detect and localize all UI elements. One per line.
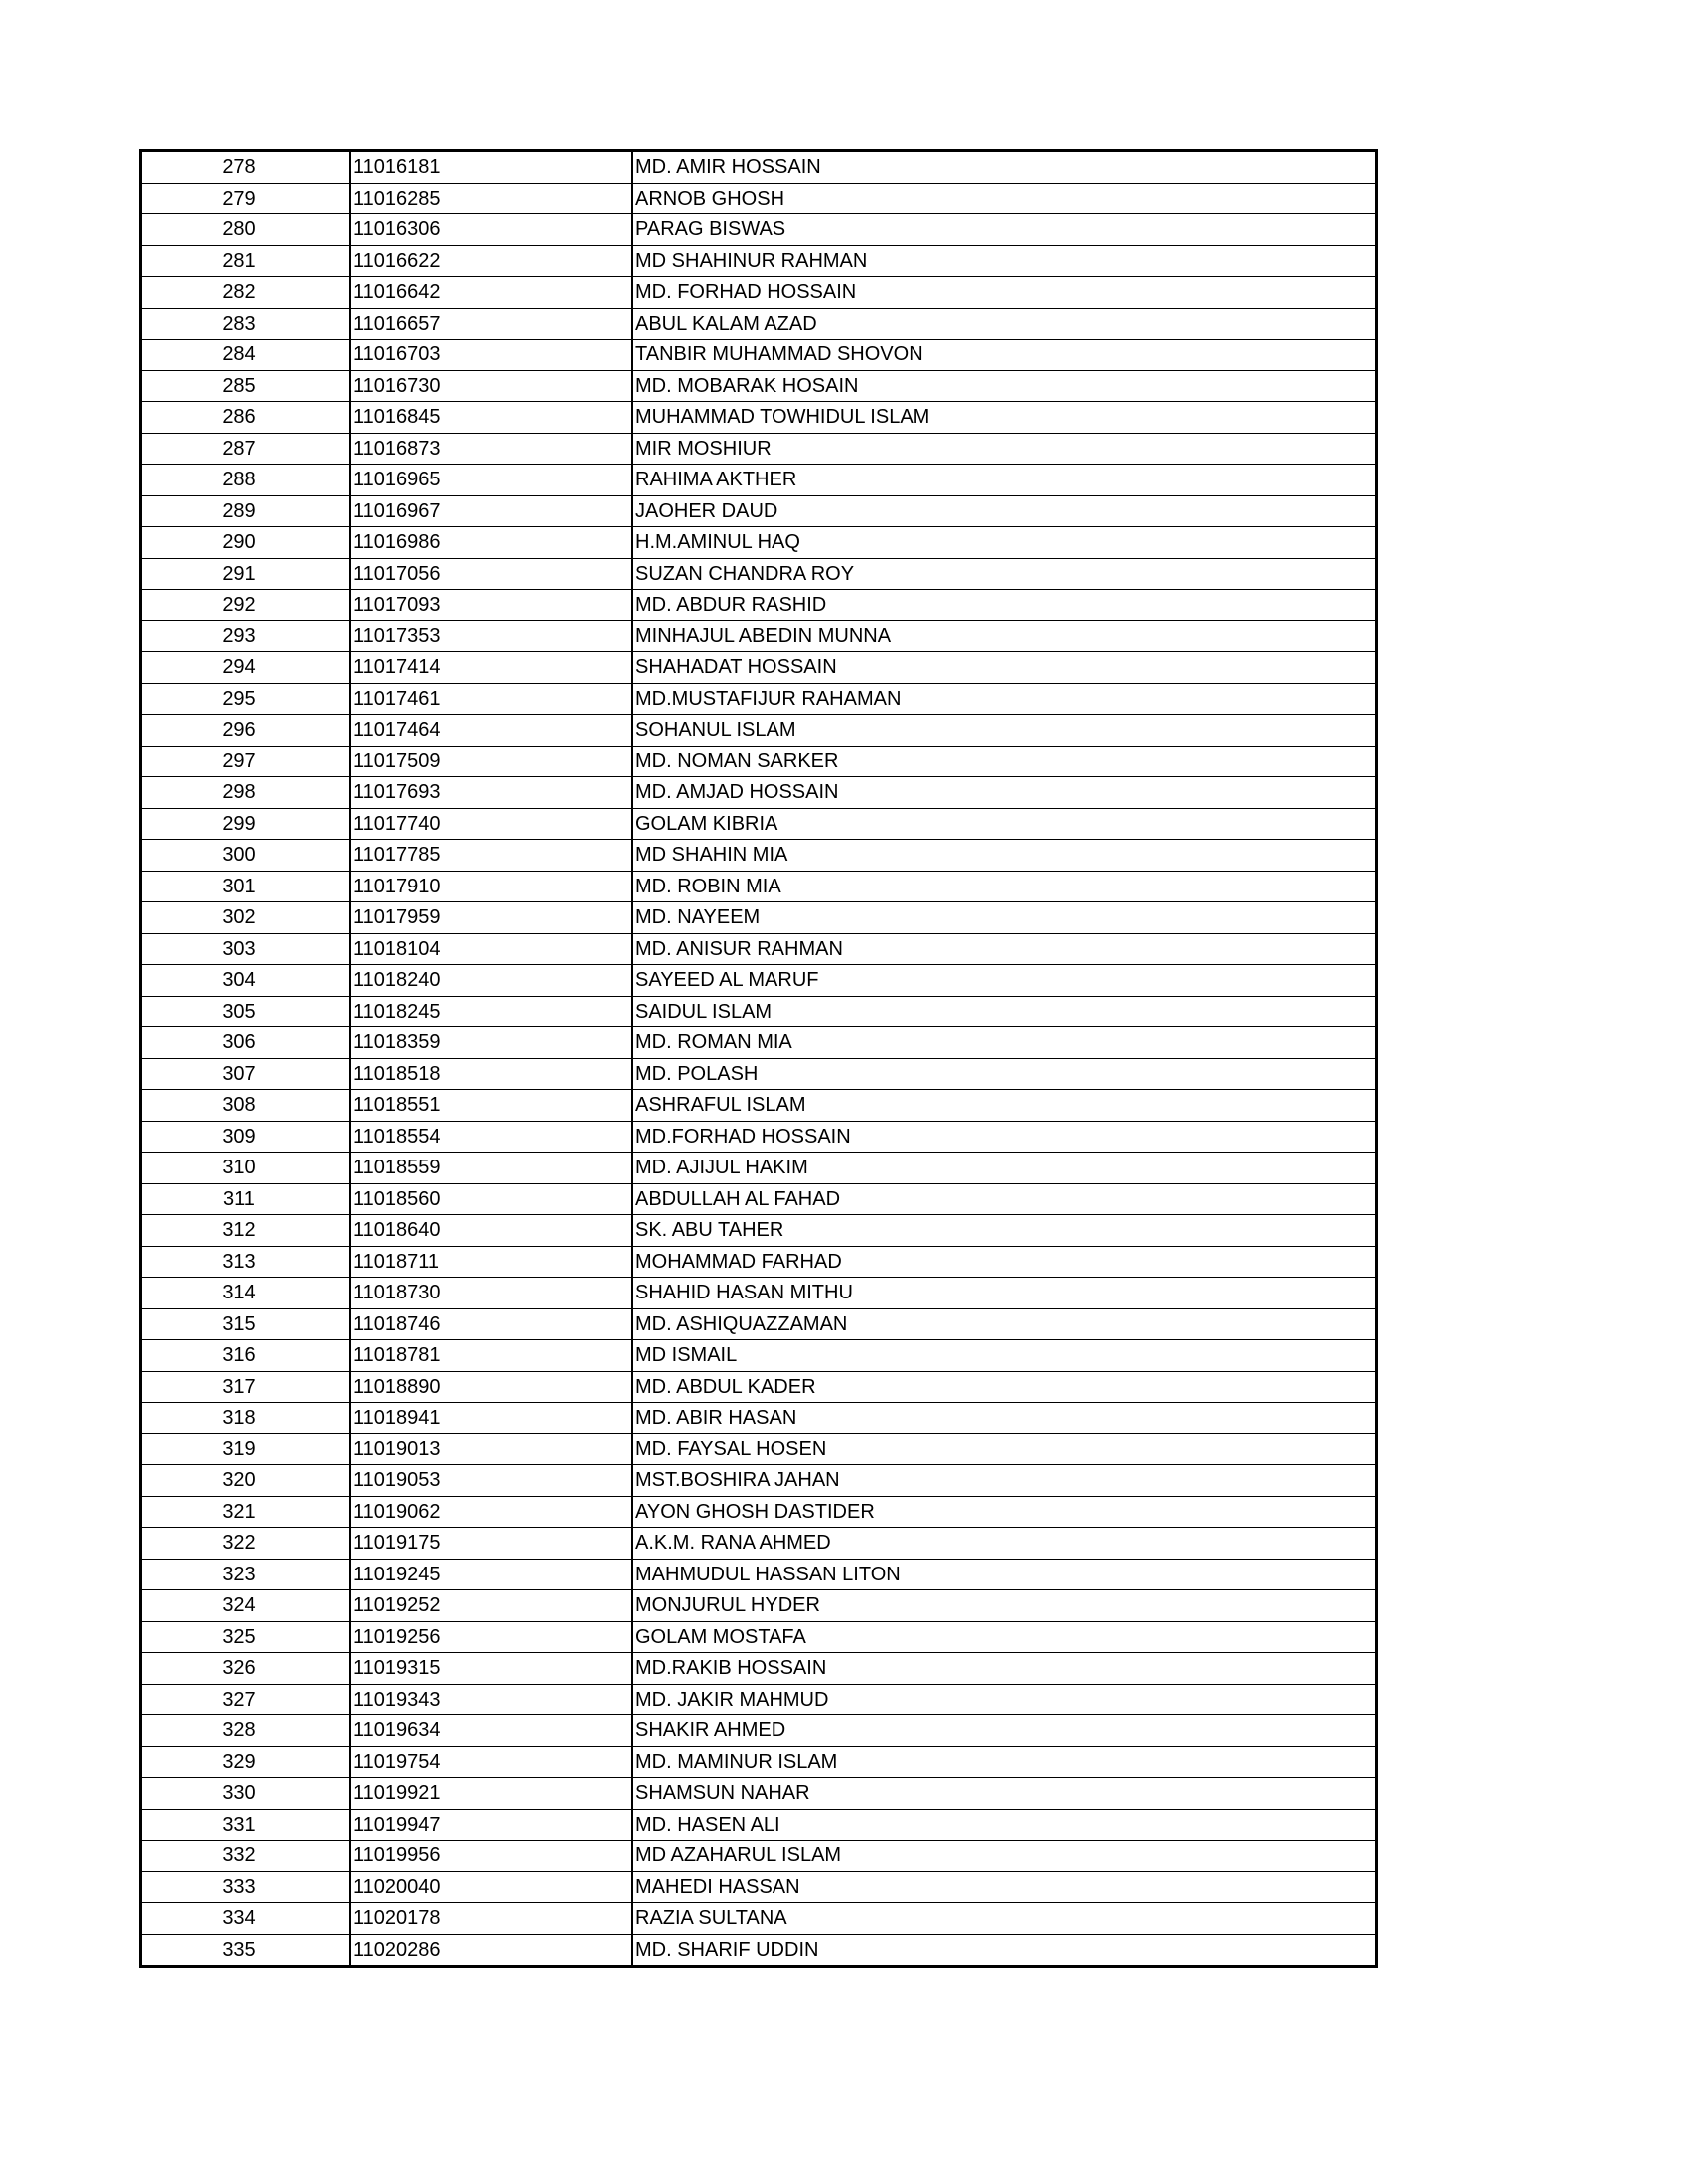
table-row [141, 777, 1377, 809]
table-row [141, 1465, 1377, 1497]
roll-number-cell: 11018941 [350, 1403, 632, 1434]
serial-number-cell: 331 [141, 1809, 351, 1841]
roll-number-cell: 11016306 [350, 214, 632, 246]
roll-number-cell: 11016181 [350, 151, 632, 184]
table-row [141, 1183, 1377, 1215]
roll-number-cell: 11019013 [350, 1433, 632, 1465]
table-row [141, 1621, 1377, 1653]
table-row [141, 308, 1377, 340]
roll-number-cell: 11017464 [350, 715, 632, 747]
serial-number-cell: 334 [141, 1903, 351, 1935]
serial-number-cell: 301 [141, 871, 351, 902]
table-row [141, 933, 1377, 965]
table-row [141, 746, 1377, 777]
name-cell: SUZAN CHANDRA ROY [632, 558, 1377, 590]
roll-number-cell: 11019175 [350, 1528, 632, 1560]
name-cell: SOHANUL ISLAM [632, 715, 1377, 747]
table-row [141, 1308, 1377, 1340]
serial-number-cell: 323 [141, 1559, 351, 1590]
table-row [141, 1841, 1377, 1872]
serial-number-cell: 292 [141, 590, 351, 621]
serial-number-cell: 332 [141, 1841, 351, 1872]
serial-number-cell: 333 [141, 1871, 351, 1903]
table-row [141, 1684, 1377, 1715]
roll-number-cell: 11018359 [350, 1027, 632, 1059]
table-row [141, 1934, 1377, 1967]
table-row [141, 1809, 1377, 1841]
roll-number-cell: 11018104 [350, 933, 632, 965]
table-row [141, 1903, 1377, 1935]
serial-number-cell: 312 [141, 1215, 351, 1247]
name-cell: RAZIA SULTANA [632, 1903, 1377, 1935]
serial-number-cell: 314 [141, 1278, 351, 1309]
table-row [141, 495, 1377, 527]
serial-number-cell: 315 [141, 1308, 351, 1340]
name-cell: ASHRAFUL ISLAM [632, 1090, 1377, 1122]
table-row [141, 590, 1377, 621]
name-cell: MD. AJIJUL HAKIM [632, 1153, 1377, 1184]
roll-number-cell: 11019245 [350, 1559, 632, 1590]
name-cell: JAOHER DAUD [632, 495, 1377, 527]
roll-number-cell: 11019315 [350, 1653, 632, 1685]
table-row [141, 1653, 1377, 1685]
roll-number-cell: 11019252 [350, 1590, 632, 1622]
roll-number-cell: 11016657 [350, 308, 632, 340]
roll-number-cell: 11018640 [350, 1215, 632, 1247]
roll-number-cell: 11017740 [350, 808, 632, 840]
table-row [141, 1121, 1377, 1153]
roll-number-cell: 11016730 [350, 370, 632, 402]
name-cell: MD SHAHIN MIA [632, 840, 1377, 872]
table-row [141, 1528, 1377, 1560]
roll-number-cell: 11016873 [350, 433, 632, 465]
table-row [141, 151, 1377, 184]
name-cell: MD. MAMINUR ISLAM [632, 1746, 1377, 1778]
roll-number-cell: 11016965 [350, 465, 632, 496]
serial-number-cell: 305 [141, 996, 351, 1027]
name-cell: SK. ABU TAHER [632, 1215, 1377, 1247]
name-cell: MD. ABDUL KADER [632, 1371, 1377, 1403]
table-row [141, 245, 1377, 277]
table-row [141, 1090, 1377, 1122]
table-row [141, 902, 1377, 934]
serial-number-cell: 330 [141, 1778, 351, 1810]
table-row [141, 808, 1377, 840]
name-cell: MD. NAYEEM [632, 902, 1377, 934]
roll-number-cell: 11020040 [350, 1871, 632, 1903]
table-row [141, 558, 1377, 590]
roll-number-cell: 11017461 [350, 683, 632, 715]
name-cell: PARAG BISWAS [632, 214, 1377, 246]
roll-number-cell: 11017093 [350, 590, 632, 621]
name-cell: MUHAMMAD TOWHIDUL ISLAM [632, 402, 1377, 434]
table-row [141, 1278, 1377, 1309]
roll-number-cell: 11017353 [350, 620, 632, 652]
roll-number-cell: 11019921 [350, 1778, 632, 1810]
serial-number-cell: 318 [141, 1403, 351, 1434]
serial-number-cell: 325 [141, 1621, 351, 1653]
table-row [141, 715, 1377, 747]
serial-number-cell: 321 [141, 1496, 351, 1528]
name-cell: ABUL KALAM AZAD [632, 308, 1377, 340]
serial-number-cell: 324 [141, 1590, 351, 1622]
roll-number-cell: 11018240 [350, 965, 632, 997]
name-cell: SHAHID HASAN MITHU [632, 1278, 1377, 1309]
roster-table-body [141, 151, 1377, 1967]
serial-number-cell: 290 [141, 527, 351, 559]
serial-number-cell: 311 [141, 1183, 351, 1215]
table-row [141, 370, 1377, 402]
serial-number-cell: 284 [141, 340, 351, 371]
name-cell: MD. ABIR HASAN [632, 1403, 1377, 1434]
name-cell: MD. ABDUR RASHID [632, 590, 1377, 621]
table-row [141, 1340, 1377, 1372]
serial-number-cell: 279 [141, 183, 351, 214]
table-row [141, 1215, 1377, 1247]
serial-number-cell: 294 [141, 652, 351, 684]
roll-number-cell: 11016703 [350, 340, 632, 371]
roll-number-cell: 11018711 [350, 1246, 632, 1278]
roll-number-cell: 11018518 [350, 1058, 632, 1090]
name-cell: SHAMSUN NAHAR [632, 1778, 1377, 1810]
roster-table [139, 149, 1378, 1968]
name-cell: MD.MUSTAFIJUR RAHAMAN [632, 683, 1377, 715]
table-row [141, 465, 1377, 496]
serial-number-cell: 278 [141, 151, 351, 184]
name-cell: A.K.M. RANA AHMED [632, 1528, 1377, 1560]
roll-number-cell: 11018559 [350, 1153, 632, 1184]
roll-number-cell: 11016967 [350, 495, 632, 527]
name-cell: MAHMUDUL HASSAN LITON [632, 1559, 1377, 1590]
serial-number-cell: 327 [141, 1684, 351, 1715]
serial-number-cell: 296 [141, 715, 351, 747]
serial-number-cell: 282 [141, 277, 351, 309]
name-cell: MD. NOMAN SARKER [632, 746, 1377, 777]
roll-number-cell: 11018730 [350, 1278, 632, 1309]
roll-number-cell: 11018781 [350, 1340, 632, 1372]
name-cell: MD. ANISUR RAHMAN [632, 933, 1377, 965]
name-cell: MD. ASHIQUAZZAMAN [632, 1308, 1377, 1340]
table-row [141, 1027, 1377, 1059]
roll-number-cell: 11017693 [350, 777, 632, 809]
roll-number-cell: 11016285 [350, 183, 632, 214]
table-row [141, 277, 1377, 309]
name-cell: MD SHAHINUR RAHMAN [632, 245, 1377, 277]
name-cell: MAHEDI HASSAN [632, 1871, 1377, 1903]
roll-number-cell: 11018551 [350, 1090, 632, 1122]
name-cell: ABDULLAH AL FAHAD [632, 1183, 1377, 1215]
name-cell: MD. JAKIR MAHMUD [632, 1684, 1377, 1715]
serial-number-cell: 304 [141, 965, 351, 997]
serial-number-cell: 326 [141, 1653, 351, 1685]
serial-number-cell: 293 [141, 620, 351, 652]
roll-number-cell: 11017509 [350, 746, 632, 777]
serial-number-cell: 316 [141, 1340, 351, 1372]
table-row [141, 340, 1377, 371]
name-cell: RAHIMA AKTHER [632, 465, 1377, 496]
serial-number-cell: 287 [141, 433, 351, 465]
serial-number-cell: 310 [141, 1153, 351, 1184]
roll-number-cell: 11019062 [350, 1496, 632, 1528]
name-cell: MD. FORHAD HOSSAIN [632, 277, 1377, 309]
name-cell: AYON GHOSH DASTIDER [632, 1496, 1377, 1528]
roll-number-cell: 11019256 [350, 1621, 632, 1653]
name-cell: GOLAM MOSTAFA [632, 1621, 1377, 1653]
table-row [141, 1246, 1377, 1278]
name-cell: SAIDUL ISLAM [632, 996, 1377, 1027]
table-row [141, 996, 1377, 1027]
roll-number-cell: 11017414 [350, 652, 632, 684]
serial-number-cell: 285 [141, 370, 351, 402]
serial-number-cell: 329 [141, 1746, 351, 1778]
serial-number-cell: 289 [141, 495, 351, 527]
table-row [141, 1433, 1377, 1465]
table-row [141, 402, 1377, 434]
name-cell: MD.RAKIB HOSSAIN [632, 1653, 1377, 1685]
table-row [141, 183, 1377, 214]
name-cell: SAYEED AL MARUF [632, 965, 1377, 997]
name-cell: MOHAMMAD FARHAD [632, 1246, 1377, 1278]
name-cell: H.M.AMINUL HAQ [632, 527, 1377, 559]
table-row [141, 620, 1377, 652]
serial-number-cell: 280 [141, 214, 351, 246]
serial-number-cell: 309 [141, 1121, 351, 1153]
serial-number-cell: 288 [141, 465, 351, 496]
table-row [141, 1559, 1377, 1590]
name-cell: TANBIR MUHAMMAD SHOVON [632, 340, 1377, 371]
name-cell: MINHAJUL ABEDIN MUNNA [632, 620, 1377, 652]
name-cell: MD. ROMAN MIA [632, 1027, 1377, 1059]
serial-number-cell: 317 [141, 1371, 351, 1403]
name-cell: MD. AMJAD HOSSAIN [632, 777, 1377, 809]
serial-number-cell: 313 [141, 1246, 351, 1278]
roll-number-cell: 11019754 [350, 1746, 632, 1778]
name-cell: SHAKIR AHMED [632, 1715, 1377, 1747]
table-row [141, 214, 1377, 246]
serial-number-cell: 286 [141, 402, 351, 434]
name-cell: MD ISMAIL [632, 1340, 1377, 1372]
table-row [141, 965, 1377, 997]
name-cell: MIR MOSHIUR [632, 433, 1377, 465]
name-cell: SHAHADAT HOSSAIN [632, 652, 1377, 684]
roll-number-cell: 11019343 [350, 1684, 632, 1715]
roll-number-cell: 11018554 [350, 1121, 632, 1153]
serial-number-cell: 335 [141, 1934, 351, 1967]
name-cell: MONJURUL HYDER [632, 1590, 1377, 1622]
serial-number-cell: 328 [141, 1715, 351, 1747]
table-row [141, 1871, 1377, 1903]
table-row [141, 1778, 1377, 1810]
name-cell: MD. ROBIN MIA [632, 871, 1377, 902]
serial-number-cell: 308 [141, 1090, 351, 1122]
roll-number-cell: 11017785 [350, 840, 632, 872]
serial-number-cell: 306 [141, 1027, 351, 1059]
roll-number-cell: 11017959 [350, 902, 632, 934]
serial-number-cell: 307 [141, 1058, 351, 1090]
table-row [141, 1496, 1377, 1528]
table-row [141, 433, 1377, 465]
name-cell: MD. AMIR HOSSAIN [632, 151, 1377, 184]
table-row [141, 1403, 1377, 1434]
roll-number-cell: 11020178 [350, 1903, 632, 1935]
table-row [141, 652, 1377, 684]
name-cell: MD. FAYSAL HOSEN [632, 1433, 1377, 1465]
name-cell: MD.FORHAD HOSSAIN [632, 1121, 1377, 1153]
serial-number-cell: 281 [141, 245, 351, 277]
roll-number-cell: 11016845 [350, 402, 632, 434]
table-row [141, 1371, 1377, 1403]
roll-number-cell: 11016986 [350, 527, 632, 559]
serial-number-cell: 300 [141, 840, 351, 872]
roll-number-cell: 11016622 [350, 245, 632, 277]
table-row [141, 1715, 1377, 1747]
table-row [141, 840, 1377, 872]
serial-number-cell: 291 [141, 558, 351, 590]
name-cell: GOLAM KIBRIA [632, 808, 1377, 840]
serial-number-cell: 295 [141, 683, 351, 715]
table-row [141, 1590, 1377, 1622]
serial-number-cell: 298 [141, 777, 351, 809]
serial-number-cell: 283 [141, 308, 351, 340]
name-cell: MD. POLASH [632, 1058, 1377, 1090]
table-row [141, 1058, 1377, 1090]
roll-number-cell: 11016642 [350, 277, 632, 309]
name-cell: MD. HASEN ALI [632, 1809, 1377, 1841]
table-row [141, 527, 1377, 559]
name-cell: MD. MOBARAK HOSAIN [632, 370, 1377, 402]
roll-number-cell: 11020286 [350, 1934, 632, 1967]
name-cell: MD AZAHARUL ISLAM [632, 1841, 1377, 1872]
roll-number-cell: 11017910 [350, 871, 632, 902]
serial-number-cell: 322 [141, 1528, 351, 1560]
roll-number-cell: 11019634 [350, 1715, 632, 1747]
name-cell: MST.BOSHIRA JAHAN [632, 1465, 1377, 1497]
serial-number-cell: 302 [141, 902, 351, 934]
table-row [141, 1153, 1377, 1184]
roll-number-cell: 11018245 [350, 996, 632, 1027]
serial-number-cell: 303 [141, 933, 351, 965]
name-cell: MD. SHARIF UDDIN [632, 1934, 1377, 1967]
roll-number-cell: 11018890 [350, 1371, 632, 1403]
roll-number-cell: 11017056 [350, 558, 632, 590]
roll-number-cell: 11018560 [350, 1183, 632, 1215]
serial-number-cell: 297 [141, 746, 351, 777]
roll-number-cell: 11019053 [350, 1465, 632, 1497]
table-row [141, 1746, 1377, 1778]
table-row [141, 683, 1377, 715]
serial-number-cell: 320 [141, 1465, 351, 1497]
table-row [141, 871, 1377, 902]
roll-number-cell: 11019956 [350, 1841, 632, 1872]
serial-number-cell: 299 [141, 808, 351, 840]
roll-number-cell: 11019947 [350, 1809, 632, 1841]
roll-number-cell: 11018746 [350, 1308, 632, 1340]
name-cell: ARNOB GHOSH [632, 183, 1377, 214]
serial-number-cell: 319 [141, 1433, 351, 1465]
